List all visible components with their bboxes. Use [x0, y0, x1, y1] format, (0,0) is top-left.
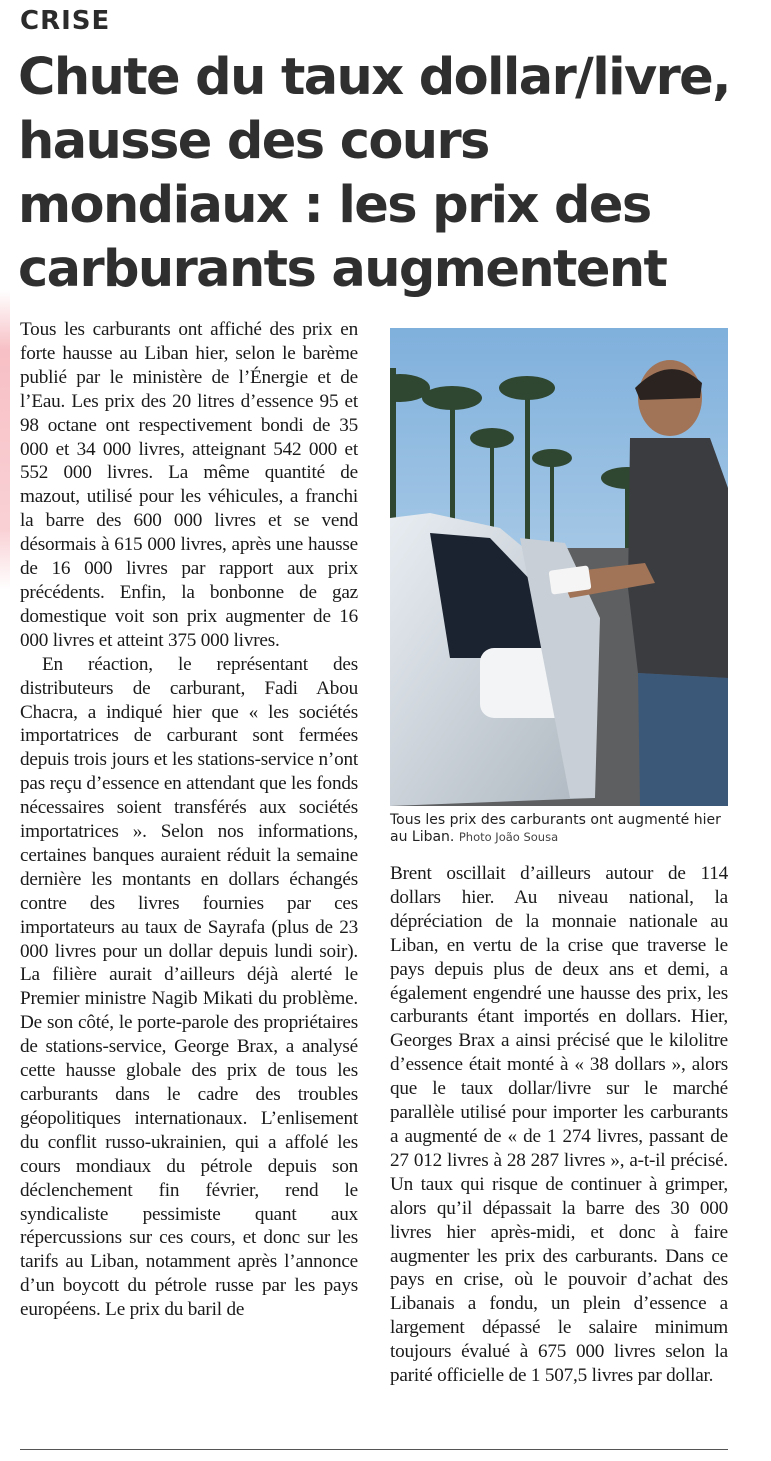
section-rubric: CRISE	[20, 6, 111, 36]
article-column-right	[390, 862, 728, 1388]
headline: Chute du taux dollar/livre, hausse des cours mondiaux : les prix des carburants augmentent	[18, 48, 730, 299]
article-paragraph: Tous les carburants ont affiché des prix en forte hausse au Liban hier, selon le barème publié par le ministère de l’Énergie et de l’Eau. Les prix des 20 litres d’essence 95 et 98 octane ont respectivement bondi de 35 000 et 34 000 livres, atteignant 542 000 et 552 000 livres. La même quantité de mazout, utilisé pour les véhicules, a franchi la barre des 600 000 livres et se vend désormais à 615 000 livres, après une hausse de 16 000 livres par rapport aux prix précédents. Enfin, la bonbonne de gaz domestique voit son prix augmenter de 16 000 livres et atteint 375 000 livres.	[20, 319, 358, 651]
article-column-left	[20, 318, 358, 1322]
bottom-rule	[20, 1449, 728, 1450]
article-photo	[390, 328, 728, 806]
caption-text: Tous les prix des carburants ont augmenté hier au Liban.	[390, 812, 721, 845]
photo-caption	[390, 812, 728, 846]
red-margin-mark	[0, 290, 10, 590]
photo-man-at-car-illustration	[390, 328, 728, 806]
article-paragraph: En réaction, le représentant des distributeurs de carburant, Fadi Abou Chacra, a indiqué hier que « les sociétés importatrices de carburant sont fermées depuis trois jours et les stations-service n’ont pas reçu d’essence en attendant que les fonds nécessaires soient transférés aux sociétés importatrices ». Selon nos informations, certaines banques auraient réduit la semaine dernière les montants en dollars échangés contre des livres fournies par ces importateurs au taux de Sayrafa (plus de 23 000 livres pour un dollar depuis lundi soir). La filière aurait d’ailleurs déjà alerté le Premier ministre Nagib Mikati du problème. De son côté, le porte-parole des propriétaires de stations-service, George Brax, a analysé cette hausse globale des prix de tous les carburants dans le cadre des troubles géopolitiques internationaux. L’enlisement du conflit russo-ukrainien, qui a affolé les cours mondiaux du pétrole depuis son déclenchement fin février, rend le syndicaliste pessimiste quant aux répercussions sur ces cours, et donc sur les tarifs au Liban, notamment après l’annonce d’un boycott du pétrole russe par les pays européens. Le prix du baril de	[20, 653, 358, 1321]
photo-credit: Photo João Sousa	[458, 830, 559, 844]
article-paragraph: Brent oscillait d’ailleurs autour de 114 dollars hier. Au niveau national, la dépréciation de la monnaie nationale au Liban, en vertu de la crise que traverse le pays depuis plus de deux ans et demi, a également engendré une hausse des prix, les carburants étant importés en dollars. Hier, Georges Brax a ainsi précisé que le kilolitre d’essence était monté à « 38 dollars », alors que le taux dollar/livre sur le marché parallèle utilisé pour importer les carburants a augmenté de « de 1 274 livres, passant de 27 012 livres à 28 287 livres », a-t-il précisé. Un taux qui risque de continuer à grimper, alors qu’il dépassait la barre des 30 000 livres hier après-midi, et donc à faire augmenter les prix des carburants. Dans ce pays en crise, où le pouvoir d’achat des Libanais a fondu, un plein d’essence a largement dépassé le salaire minimum toujours évalué à 675 000 livres selon la parité officielle de 1 507,5 livres par dollar.	[390, 863, 728, 1387]
